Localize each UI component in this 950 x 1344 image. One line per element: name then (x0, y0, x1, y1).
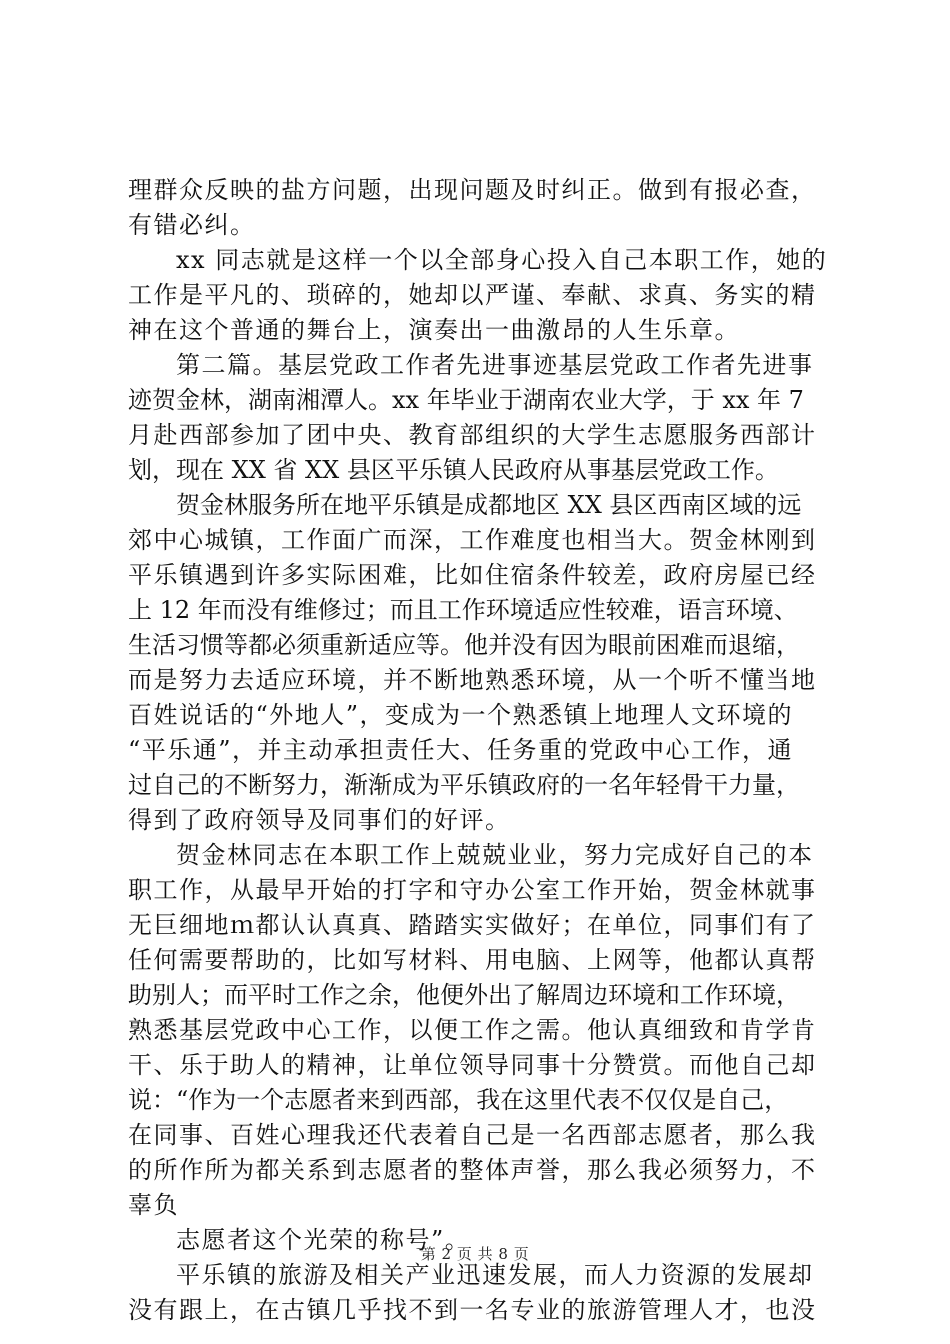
text-line: “平乐通”，并主动承担责任大、任务重的党政中心工作，通 (128, 736, 794, 764)
text-line: 志愿者这个光荣的称号”。 (176, 1226, 471, 1254)
text-line: xx 同志就是这样一个以全部身心投入自己本职工作，她的 (176, 246, 828, 274)
text-line: 贺金林同志在本职工作上兢兢业业，努力完成好自己的本 (176, 841, 814, 869)
text-line: 贺金林服务所在地平乐镇是成都地区 XX 县区西南区域的远 (176, 491, 802, 519)
text-line: 干、乐于助人的精神，让单位领导同事十分赞赏。而他自己却 (128, 1051, 817, 1079)
text-line: 过自己的不断努力，渐渐成为平乐镇政府的一名年轻骨干力量， (128, 771, 800, 799)
text-line: 没有跟上，在古镇几乎找不到一名专业的旅游管理人才，也没 (128, 1296, 817, 1324)
text-line: 神在这个普通的舞台上，演奏出一曲激昂的人生乐章。 (128, 316, 740, 344)
text-line: 在同事、百姓心理我还代表着自己是一名西部志愿者，那么我 (128, 1121, 817, 1149)
text-line: 百姓说话的“外地人”，变成为一个熟悉镇上地理人文环境的 (128, 701, 794, 729)
text-line: 理群众反映的盐方问题，出现问题及时纠正。做到有报必查， (128, 176, 817, 204)
text-line: 上 12 年而没有维修过；而且工作环境适应性较难，语言环境、 (128, 596, 798, 624)
text-line: 无巨细地ｍ都认认真真、踏踏实实做好；在单位，同事们有了 (128, 911, 817, 939)
text-line: 生活习惯等都必须重新适应等。他并没有因为眼前困难而退缩， (128, 631, 800, 659)
text-line: 说：“作为一个志愿者来到西部，我在这里代表不仅仅是自己， (128, 1086, 789, 1114)
text-line: 有错必纠。 (128, 211, 256, 239)
text-line: 的所作所为都关系到志愿者的整体声誉，那么我必须努力，不 (128, 1156, 817, 1184)
document-body (128, 173, 828, 1328)
text-line: 得到了政府领导及同事们的好评。 (128, 806, 511, 834)
text-line: 平乐镇遇到许多实际困难，比如住宿条件较差，政府房屋已经 (128, 561, 817, 589)
text-line: 迹贺金林，湖南湘潭人。xx 年毕业于湖南农业大学，于 xx 年 7 (128, 386, 804, 414)
text-line: 第二篇。基层党政工作者先进事迹基层党政工作者先进事 (176, 351, 814, 379)
text-line: 熟悉基层党政中心工作，以便工作之需。他认真细致和肯学肯 (128, 1016, 817, 1044)
text-line: 助别人；而平时工作之余，他便外出了解周边环境和工作环境， (128, 981, 800, 1009)
text-line: 划，现在 XX 省 XX 县区平乐镇人民政府从事基层党政工作。 (128, 456, 779, 484)
text-line: 平乐镇的旅游及相关产业迅速发展，而人力资源的发展却 (176, 1261, 814, 1289)
text-line: 工作是平凡的、琐碎的，她却以严谨、奉献、求真、务实的精 (128, 281, 817, 309)
page-number-footer: 第 2 页 共 8 页 (420, 1245, 530, 1263)
text-line: 郊中心城镇，工作面广而深，工作难度也相当大。贺金林刚到 (128, 526, 817, 554)
text-line: 而是努力去适应环境，并不断地熟悉环境，从一个听不懂当地 (128, 666, 817, 694)
text-line: 辜负 (128, 1191, 179, 1219)
text-line: 职工作，从最早开始的打字和守办公室工作开始，贺金林就事 (128, 876, 817, 904)
text-line: 任何需要帮助的，比如写材料、用电脑、上网等，他都认真帮 (128, 946, 817, 974)
text-line: 月赴西部参加了团中央、教育部组织的大学生志愿服务西部计 (128, 421, 817, 449)
